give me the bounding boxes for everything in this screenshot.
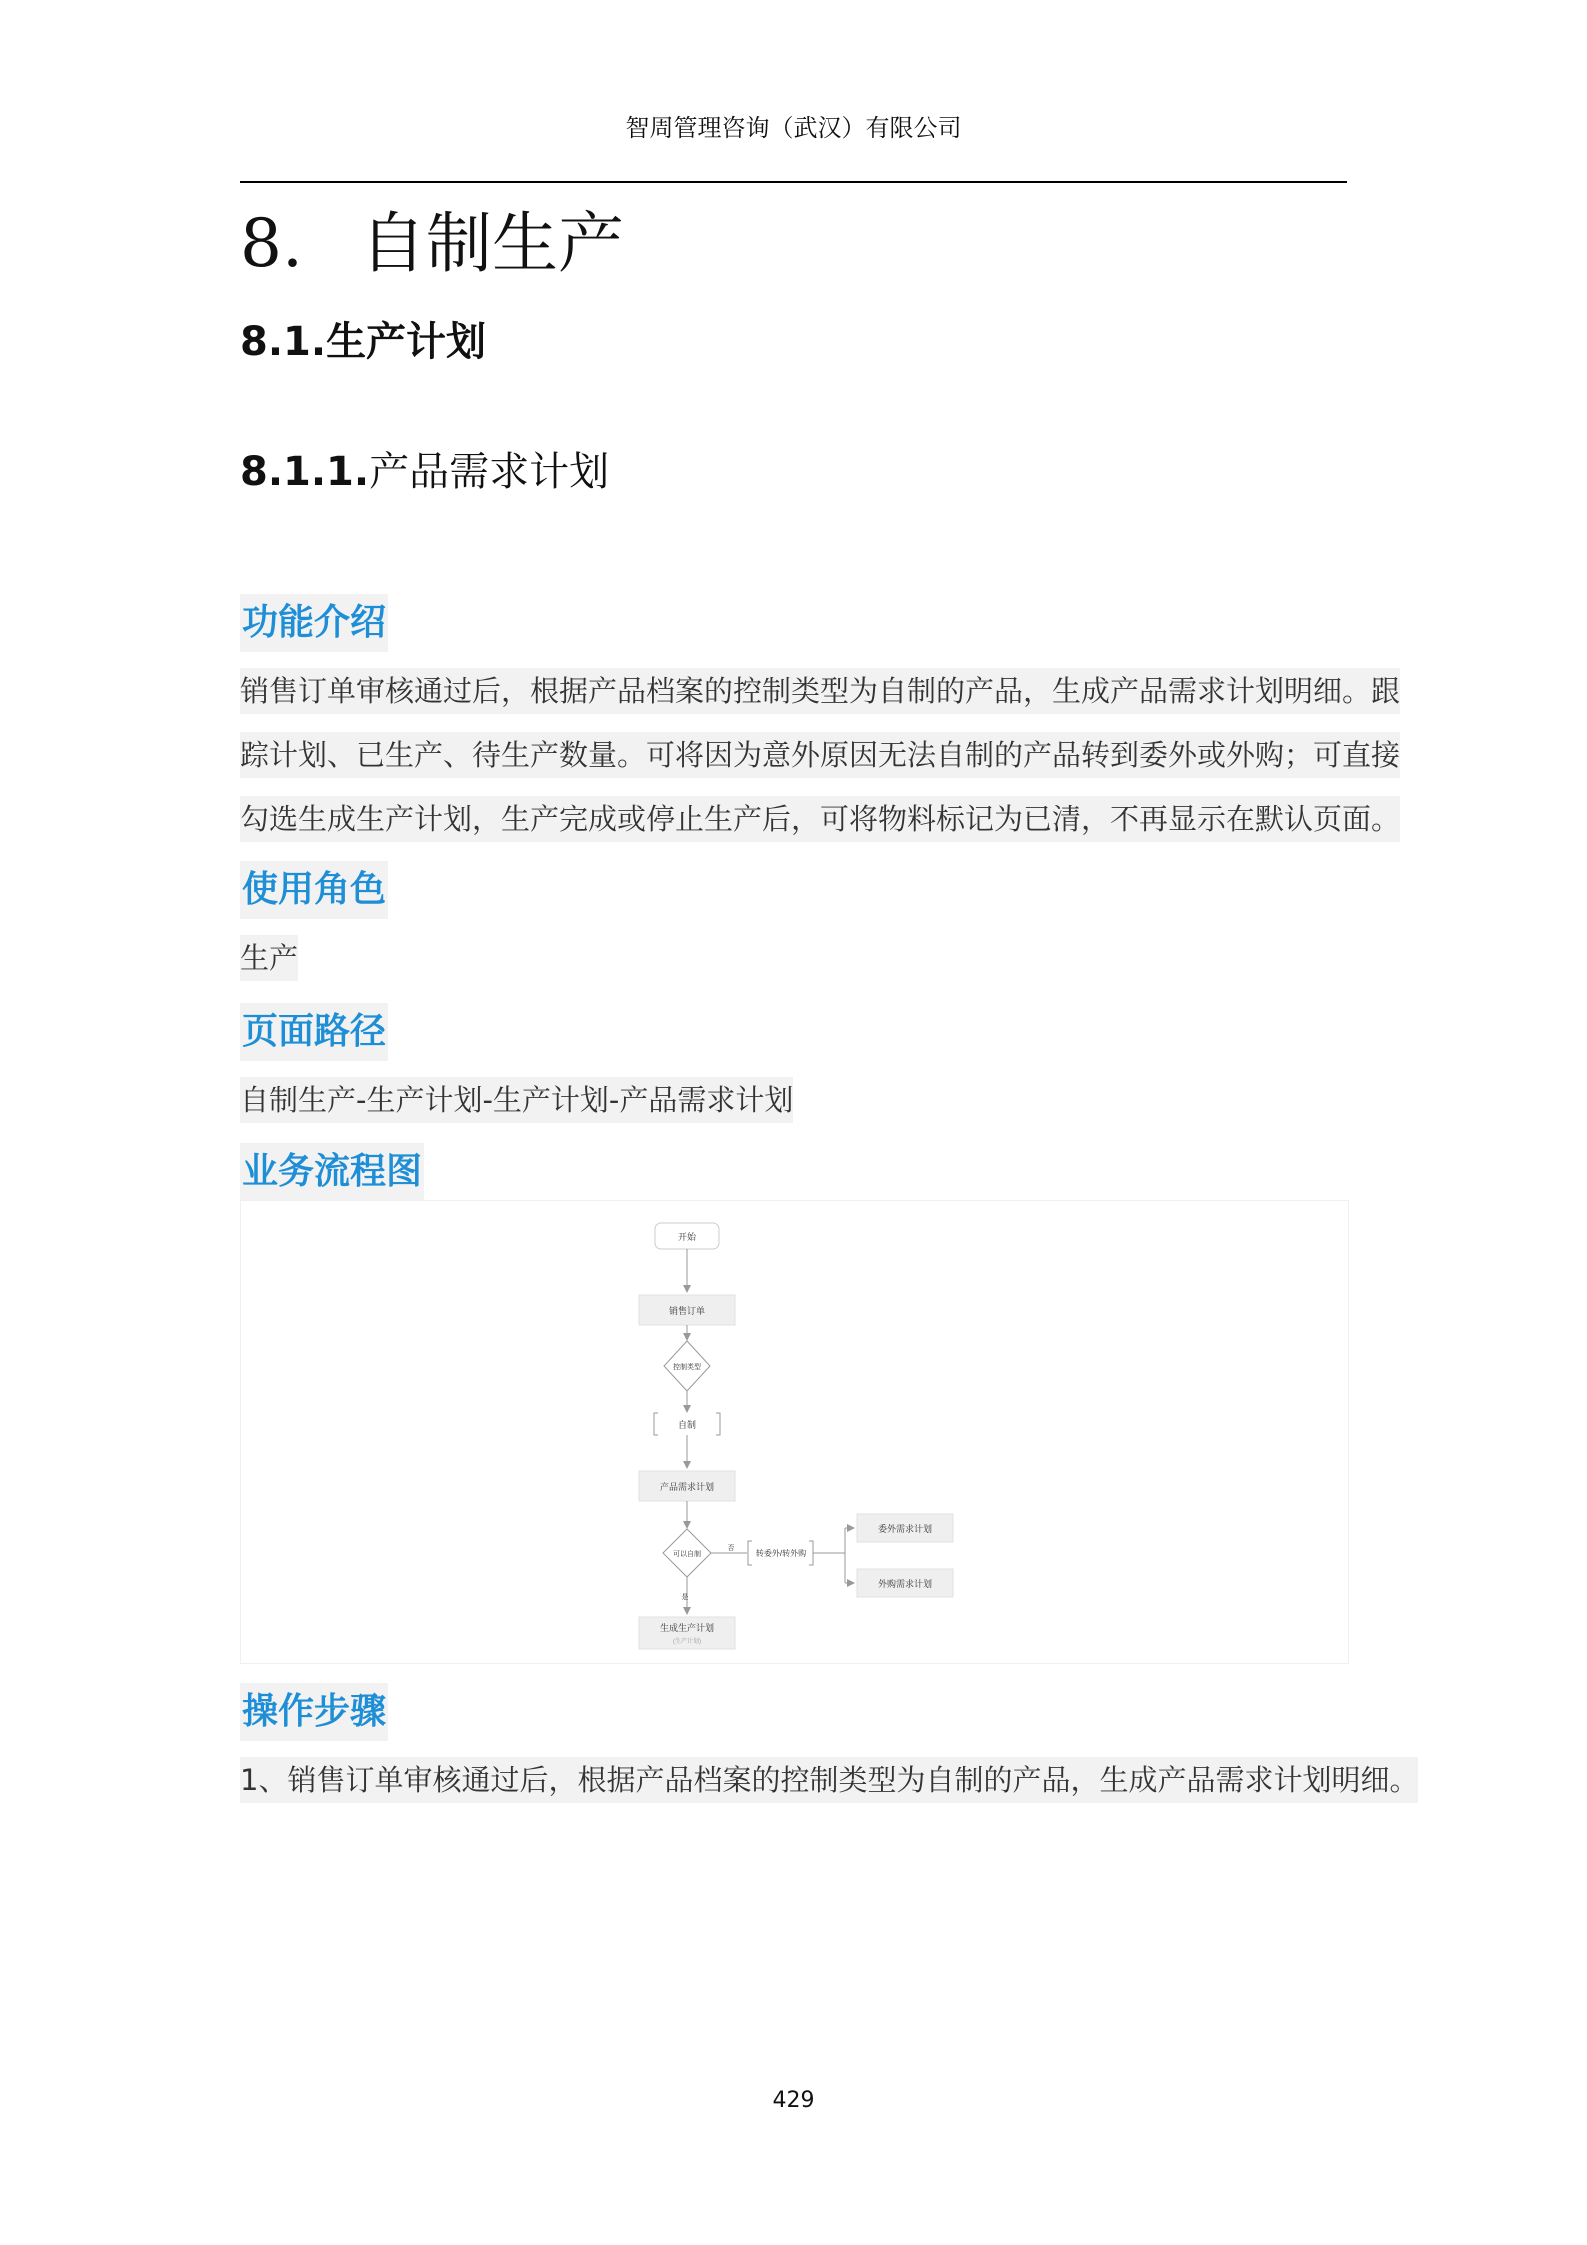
path-text: 自制生产-生产计划-生产计划-产品需求计划 — [240, 1077, 793, 1123]
section-text: 生产计划 — [326, 319, 487, 365]
section-title — [240, 310, 486, 367]
chapter-title — [240, 190, 624, 285]
flow-self-made-label: 自制 — [677, 1420, 697, 1430]
intro-line-2: 踪计划、已生产、待生产数量。可将因为意外原因无法自制的产品转到委外或外购；可直接 — [240, 732, 1400, 778]
flow-decision-control-label: 控制类型 — [673, 1364, 701, 1371]
path-heading: 页面路径 — [240, 1003, 388, 1061]
flow-yes-label: 是 — [681, 1594, 689, 1601]
chapter-number: 8. — [240, 205, 303, 282]
business-flowchart — [240, 1200, 1349, 1664]
flow-production-plan-sub: (生产计划) — [673, 1639, 701, 1645]
flow-heading: 业务流程图 — [240, 1143, 424, 1201]
flow-production-plan-label: 生成生产计划 — [659, 1623, 715, 1633]
flow-demand-plan-label: 产品需求计划 — [659, 1482, 715, 1492]
subsection-title — [240, 440, 609, 497]
intro-heading: 功能介绍 — [240, 594, 388, 652]
subsection-text: 产品需求计划 — [369, 449, 610, 495]
role-heading: 使用角色 — [240, 861, 388, 919]
step-1: 1、销售订单审核通过后，根据产品档案的控制类型为自制的产品，生成产品需求计划明细。 — [240, 1757, 1418, 1803]
intro-line-1: 销售订单审核通过后，根据产品档案的控制类型为自制的产品，生成产品需求计划明细。跟 — [240, 668, 1400, 714]
subsection-number: 8.1.1. — [240, 449, 370, 495]
flowchart-svg — [241, 1201, 1348, 1663]
flow-transfer-label: 转委外/转外购 — [755, 1549, 807, 1558]
section-number: 8.1. — [240, 319, 327, 365]
flow-no-label: 否 — [727, 1545, 735, 1552]
page-header: 智周管理咨询（武汉）有限公司 — [625, 114, 962, 142]
steps-heading: 操作步骤 — [240, 1683, 388, 1741]
flow-start-label: 开始 — [677, 1232, 697, 1242]
flow-outsource-plan-label: 委外需求计划 — [877, 1524, 933, 1534]
flow-sales-order-label: 销售订单 — [668, 1306, 706, 1316]
intro-line-3: 勾选生成生产计划，生产完成或停止生产后，可将物料标记为已清，不再显示在默认页面。 — [240, 796, 1400, 842]
chapter-text: 自制生产 — [360, 205, 624, 282]
flow-decision-self-label: 可以自制 — [673, 1551, 701, 1558]
role-text: 生产 — [240, 935, 298, 981]
page-number: 429 — [772, 2088, 815, 2113]
header-divider — [240, 181, 1347, 183]
flow-purchase-plan-label: 外购需求计划 — [877, 1579, 933, 1589]
